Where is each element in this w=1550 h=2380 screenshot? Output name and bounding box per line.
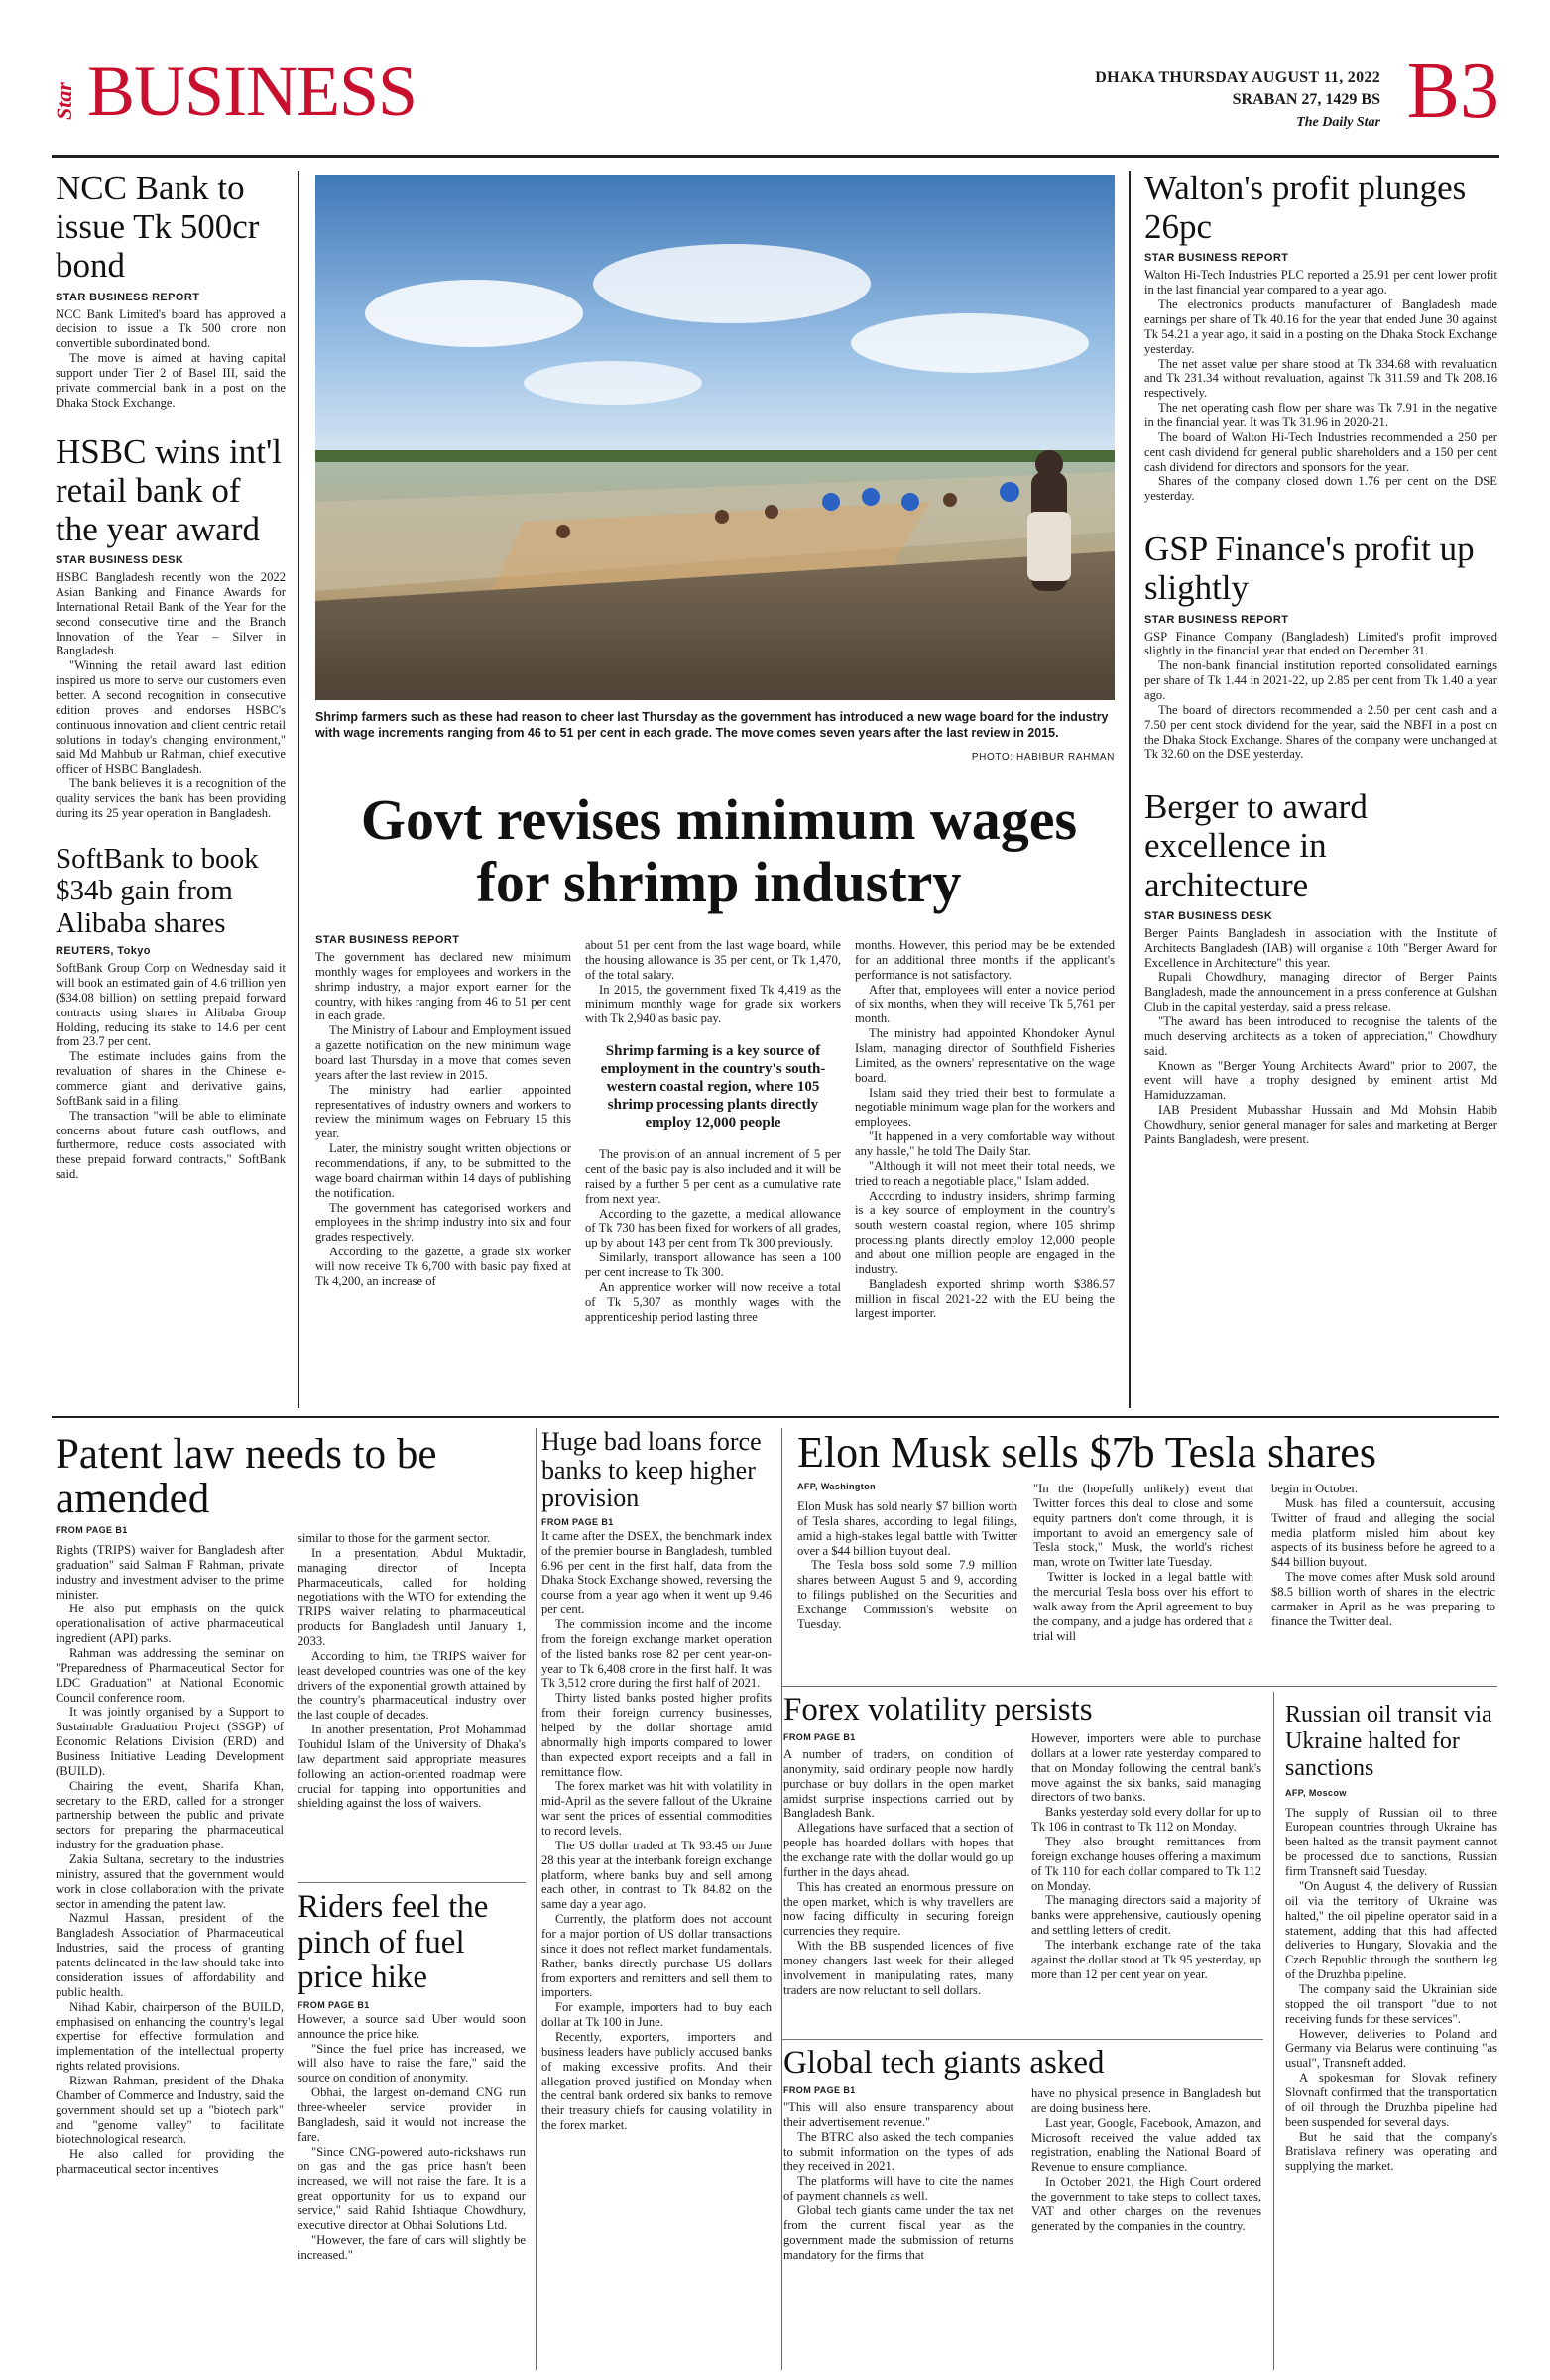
- paragraph: The BTRC also asked the tech companies to submit information on the types of ads they received in 2021.: [783, 2129, 1013, 2174]
- paragraph: In a presentation, Abdul Muktadir, managing director of Incepta Pharmaceuticals, called for holding negotiations with the WTO for extending the TRIPS waiver relating to pharmaceutical products for Bangladesh until January 1, 2033.: [298, 1545, 526, 1649]
- paragraph: months. However, this period may be be extended for an additional three months if the applicant's performance is not satisfactory.: [855, 938, 1115, 982]
- paragraph: In 2015, the government fixed Tk 4,419 as the minimum monthly wage for grade six workers with Tk 2,940 as basic pay.: [585, 982, 841, 1026]
- paragraph: A number of traders, on condition of anonymity, said ordinary people now hardly purchase or buy dollars in the open market amidst surprise inspections carried out by Bangladesh Bank.: [783, 1747, 1013, 1821]
- riders-body: [298, 2012, 526, 2263]
- paragraph: In another presentation, Prof Mohammad Touhidul Islam of the University of Dhaka's law department said appropriate measures following an action-oriented roadmap were crucial for tapping into opportunities and shielding against the loss of waivers.: [298, 1723, 526, 1811]
- paragraph: about 51 per cent from the last wage board, while the housing allowance is 35 per cent, or Tk 1,470, of the total salary.: [585, 938, 841, 982]
- paragraph: The interbank exchange rate of the taka against the dollar stood at Tk 95 yesterday, up more than 12 per cent year on year.: [1031, 1938, 1261, 1981]
- badloans-byline: FROM PAGE B1: [541, 1516, 614, 1527]
- paragraph: They also brought remittances from foreign exchange houses offering a maximum of Tk 110 for each dollar compared to Tk 112 on Monday.: [1031, 1835, 1261, 1893]
- paragraph: "However, the fare of cars will slightly be increased.": [298, 2232, 526, 2262]
- berger-headline: Berger to award excellence in architecture: [1144, 787, 1368, 904]
- softbank-byline: REUTERS, Tokyo: [56, 945, 151, 958]
- paragraph: IAB President Mubasshar Hussain and Md Mohsin Habib Chowdhury, senior general manager for sales and marketing at Berger Paints Bangladesh, were present.: [1144, 1103, 1497, 1146]
- paragraph: It came after the DSEX, the benchmark index of the premier bourse in Bangladesh, tumbled 6.96 per cent in the first half, data from the Dhaka Stock Exchange showed, reversing the course from a year ago when it went up 9.46 per cent.: [541, 1528, 772, 1617]
- hsbc-headline: HSBC wins int'l retail bank of the year award: [56, 431, 283, 548]
- tech-col-1: [783, 2100, 1013, 2262]
- shrimp-col-3: [855, 938, 1115, 1321]
- musk-byline: AFP, Washington: [797, 1482, 876, 1492]
- paragraph: Global tech giants came under the tax net from the current fiscal year as the government made the submission of returns mandatory for the firms that: [783, 2203, 1013, 2262]
- forex-byline: FROM PAGE B1: [783, 1731, 856, 1742]
- paragraph: "It happened in a very comfortable way without any hassle," he told The Daily Star.: [855, 1130, 1115, 1159]
- paragraph: According to industry insiders, shrimp farming is a key source of employment in the country's south western coastal region, where 105 shrimp processing plants directly employ 12,000 people and about one million people are engaged in the industry.: [855, 1188, 1115, 1276]
- paragraph: The commission income and the income from the foreign exchange market operation of the listed banks rose 82 per cent year-on-year to Tk 6,408 crore in the first half. It was Tk 3,512 crore during the first half of 2021.: [541, 1616, 772, 1691]
- paragraph: Rights (TRIPS) waiver for Bangladesh after graduation" said Salman F Rahman, private industry and investment adviser to the prime minister.: [56, 1543, 284, 1602]
- paragraph: For example, importers had to buy each dollar at Tk 100 in June.: [541, 2000, 772, 2030]
- paragraph: The move is aimed at having capital support under Tier 2 of Basel III, said the private commercial bank in a post on the Dhaka Stock Exchange.: [56, 351, 286, 410]
- shrimp-headline: Govt revises minimum wages for shrimp industry: [360, 787, 1078, 914]
- paragraph: The company said the Ukrainian side stopped the oil transport "due to not receiving funds for these services".: [1285, 1981, 1497, 2026]
- paragraph: Elon Musk has sold nearly $7 billion worth of Tesla shares, according to legal filings, amid a high-stakes legal battle with Twitter over a $44 billion buyout deal.: [797, 1499, 1017, 1558]
- bangla-date: SRABAN 27, 1429 BS: [1232, 91, 1380, 108]
- paragraph: He also put emphasis on the quick operationalisation of active pharmaceutical ingredient (API) parks.: [56, 1602, 284, 1646]
- paragraph: Bangladesh exported shrimp worth $386.57 million in fiscal 2021-22 with the EU being the largest importer.: [855, 1276, 1115, 1321]
- paragraph: Later, the ministry sought written objections or recommendations, if any, to be submitted to the wage board chairman within 14 days of publishing the notification.: [315, 1141, 571, 1200]
- patent-byline: FROM PAGE B1: [56, 1525, 128, 1536]
- star-logo: Star: [52, 82, 76, 120]
- riders-article: [298, 1890, 526, 2262]
- paragraph: Nihad Kabir, chairperson of the BUILD, emphasised on enhancing the country's legal expertise for effective formulation and implementation of the intellectual property rights related provisions.: [56, 1999, 284, 2074]
- paragraph: The provision of an annual increment of 5 per cent of the basic pay is also included and it will be raised by a further 5 per cent as a cumulative rate from next year.: [585, 1147, 841, 1206]
- forex-headline: Forex volatility persists: [783, 1692, 1093, 1727]
- paragraph: Musk has filed a countersuit, accusing Twitter of fraud and alleging the social media platform misled him about key aspects of its business before he agreed to a $44 billion buyout.: [1271, 1495, 1495, 1570]
- paragraph: The net asset value per share stood at Tk 334.68 with revaluation and Tk 231.34 without revaluation, against Tk 311.59 and Tk 208.16 respectively.: [1144, 356, 1497, 401]
- paragraph: The supply of Russian oil to three European countries through Ukraine has been halted as the transit payment cannot be processed due to sanctions, Russian firm Transneft said Tuesday.: [1285, 1805, 1497, 1879]
- forex-col-1: [783, 1747, 1013, 1998]
- badloans-article: [541, 1428, 772, 2133]
- paragraph: The transaction "will be able to eliminate concerns about future cash outflows, and furthermore, reduce costs associated with these prepaid forward contracts," SoftBank said.: [56, 1108, 286, 1182]
- paragraph: NCC Bank Limited's board has approved a decision to issue a Tk 500 crore non convertible subordinated bond.: [56, 306, 286, 351]
- paragraph: Shares of the company closed down 1.76 per cent on the DSE yesterday.: [1144, 474, 1497, 504]
- paragraph: The electronics products manufacturer of Bangladesh made earnings per share of Tk 40.16 for the year that ended June 30 against Tk 54.21 a year ago, it said in a posting on the Dhaka Stock Exchange yesterday.: [1144, 298, 1497, 356]
- paragraph: The forex market was hit with volatility in mid-April as the severe fallout of the Ukraine war sent the prices of essential commodities to record levels.: [541, 1779, 772, 1838]
- paragraph: Berger Paints Bangladesh in association with the Institute of Architects Bangladesh (IAB) will organise a 10th "Berger Award for Excellence in Architecture" this year.: [1144, 925, 1497, 970]
- paragraph: The non-bank financial institution reported consolidated earnings per share of Tk 1.44 in 2021-22, up 2.85 per cent from Tk 1.40 a year ago.: [1144, 658, 1497, 702]
- page-number: B3: [1406, 48, 1499, 135]
- paragraph: begin in October.: [1271, 1482, 1359, 1495]
- paragraph: "This will also ensure transparency about their advertisement revenue.": [783, 2100, 1013, 2129]
- paragraph: "On August 4, the delivery of Russian oil via the territory of Ukraine was halted," the oil pipeline operator said in a statement, adding that this had affected deliveries to Hungary, Slovakia and the Czech Republic through the southern leg of the Druzhba pipeline.: [1285, 1878, 1497, 1982]
- paragraph: "The award has been introduced to recognise the talents of the much deserving architects as a token of appreciation," Chowdhury said.: [1144, 1013, 1497, 1058]
- paragraph: In October 2021, the High Court ordered the government to take steps to collect taxes, VAT and other charges on the revenues generated by the companies in the country.: [1031, 2175, 1261, 2233]
- paragraph: Twitter is locked in a legal battle with the mercurial Tesla boss over his effort to walk away from the April agreement to buy the company, and a judge has ordered that a trial will: [1033, 1570, 1253, 1643]
- paragraph: HSBC Bangladesh recently won the 2022 Asian Banking and Finance Awards for International Retail Bank of the Year for the second consecutive time and the Branch Innovation of the Year – Silver in Bangladesh.: [56, 570, 286, 658]
- ncc-byline: STAR BUSINESS REPORT: [56, 291, 200, 303]
- paragraph: Recently, exporters, importers and business leaders have publicly accused banks of making excessive profits. And their allegation proved justified on Monday when the central bank ordered six banks to remove their treasury chiefs for causing volatility in the forex market.: [541, 2030, 772, 2133]
- paragraph: Islam said they tried their best to formulate a negotiable minimum wage plan for the workers and employees.: [855, 1085, 1115, 1130]
- badloans-right-divider: [781, 1428, 782, 2370]
- softbank-article: [56, 843, 286, 1182]
- paragraph: The bank believes it is a recognition of the quality services the bank has been providing during its 25 year operation in Bangladesh.: [56, 776, 286, 820]
- paragraph: The board of Walton Hi-Tech Industries recommended a 250 per cent cash dividend for general public shareholders and a 150 per cent cash dividend for directors and sponsors for the year.: [1144, 429, 1497, 474]
- paragraph: The board of directors recommended a 2.50 per cent cash and a 7.50 per cent stock dividend for the year, said the NBFI in a post on the Dhaka Stock Exchange. Shares of the company were unchanged at Tk 32.60 on the DSE yesterday.: [1144, 702, 1497, 762]
- musk-col-3: [1271, 1482, 1495, 1629]
- paragraph: The platforms will have to cite the names of payment channels as well.: [783, 2174, 1013, 2203]
- patent-article: [56, 1432, 522, 1537]
- berger-body: [1144, 926, 1497, 1147]
- paragraph: Zakia Sultana, secretary to the industries ministry, assured that the government would work in close collaboration with the private sector in amending the patent law.: [56, 1852, 284, 1911]
- paragraph: Known as "Berger Young Architects Award" prior to 2007, the event will have a trophy designed by eminent artist Md Hamiduzzaman.: [1144, 1058, 1497, 1103]
- hsbc-body: [56, 570, 286, 821]
- paragraph: The ministry had appointed Khondoker Aynul Islam, managing director of Southfield Fisheries Limited, as the owners' representative on the wage board.: [855, 1026, 1115, 1085]
- gsp-article: [1144, 530, 1497, 762]
- badloans-headline: Huge bad loans force banks to keep higher provision: [541, 1427, 762, 1513]
- softbank-headline: SoftBank to book $34b gain from Alibaba shares: [56, 842, 259, 939]
- photo-caption: Shrimp farmers such as these had reason to cheer last Thursday as the government has introduced a new wage board for the industry with wage increments ranging from 46 to 51 per cent in each grade. The move comes seven years after the last review in 2015.: [315, 710, 1109, 740]
- softbank-body: [56, 961, 286, 1182]
- paragraph: similar to those for the garment sector.: [298, 1531, 491, 1545]
- paragraph: According to the gazette, a grade six worker will now receive Tk 6,700 with basic pay fixed at Tk 4,200, an increase of: [315, 1245, 571, 1288]
- paragraph: GSP Finance Company (Bangladesh) Limited's profit improved slightly in the financial year that ended on December 31.: [1144, 629, 1497, 658]
- pull-quote: Shrimp farming is a key source of employment in the country's south-western coastal region, where 105 shrimp processing plants directly employ 12,000 people: [600, 1043, 826, 1131]
- left-column: [56, 169, 286, 1182]
- paragraph: Allegations have surfaced that a section of people has hoarded dollars with hopes that the exchange rate with the dollar would go up further in the days ahead.: [783, 1821, 1013, 1879]
- badloans-body: [541, 1529, 772, 2133]
- paragraph: Banks yesterday sold every dollar for up to Tk 106 in contrast to Tk 112 on Monday.: [1031, 1805, 1261, 1835]
- musk-headline: Elon Musk sells $7b Tesla shares: [797, 1428, 1376, 1477]
- patent-headline: Patent law needs to be amended: [56, 1431, 437, 1523]
- shrimp-col-1: [315, 950, 571, 1289]
- tech-byline: FROM PAGE B1: [783, 2084, 856, 2095]
- paragraph: Chairing the event, Sharifa Khan, secretary to the ERD, called for a stronger partnership between the public and private sectors for preparing the pharmaceutical industry for the graduation phase.: [56, 1778, 284, 1852]
- russia-left-divider: [1273, 1692, 1274, 2370]
- russia-article: [1285, 1702, 1497, 2174]
- masthead: [52, 48, 1499, 149]
- paragraph: Currently, the platform does not account for a major portion of US dollar transactions since it does not reflect market fundamentals. Rather, banks directly purchase US dollars from exporters and remitters and sell them to importers.: [541, 1912, 772, 2000]
- paragraph: Nazmul Hassan, president of the Bangladesh Association of Pharmaceutical Industries, said the process of granting patents delineated in the law should take into consideration issues of affordability and public health.: [56, 1911, 284, 1999]
- dateline: DHAKA THURSDAY AUGUST 11, 2022: [1095, 69, 1380, 86]
- paragraph: SoftBank Group Corp on Wednesday said it will book an estimated gain of 4.6 trillion yen ($34.08 billion) on settling prepaid forward contracts using shares in Alibaba Group Holding, reducing its stake to 14.6 per cent from 23.7 per cent.: [56, 961, 286, 1049]
- paragraph: The estimate includes gains from the revaluation of shares in the Chinese e-commerce giant and derivative gains, SoftBank said in a filing.: [56, 1049, 286, 1108]
- ncc-body: [56, 307, 286, 411]
- paragraph: It was jointly organised by a Support to Sustainable Graduation Project (SSGP) of Economic Relations Division (ERD) and Business Initiative Leading Development (BUILD).: [56, 1705, 284, 1778]
- riders-top-rule: [298, 1882, 526, 1883]
- paragraph: Rupali Chowdhury, managing director of Berger Paints Bangladesh, made the announcement in a press conference at Gulshan Club in the capital yesterday, said a press release.: [1144, 970, 1497, 1014]
- paragraph: However, importers were able to purchase dollars at a lower rate yesterday compared to that on Monday following the central bank's move against the six banks, said managing directors of two banks.: [1031, 1731, 1261, 1805]
- gsp-byline: STAR BUSINESS REPORT: [1144, 613, 1289, 626]
- riders-byline: FROM PAGE B1: [298, 1999, 370, 2010]
- paragraph: The Ministry of Labour and Employment issued a gazette notification on the new minimum wage board last Thursday in a move that comes seven years after the last review in 2015.: [315, 1023, 571, 1082]
- musk-col-1: [797, 1499, 1017, 1632]
- left-divider: [298, 171, 299, 1408]
- berger-byline: STAR BUSINESS DESK: [1144, 909, 1273, 922]
- paragraph: "Winning the retail award last edition inspired us more to serve our customers even better. A second recognition in consecutive edition proves and endorses HSBC's continuous innovation and client centric retail solutions in today's changing environment," said Md Mahbub ur Rahman, chief executive officer of HSBC Bangladesh.: [56, 658, 286, 776]
- paragraph: With the BB suspended licences of five money changers last week for their alleged involvement in manipulating rates, many traders are now reluctant to sell dollars.: [783, 1939, 1013, 1997]
- lower-section-rule: [52, 1416, 1499, 1418]
- shrimp-byline: STAR BUSINESS REPORT: [315, 934, 460, 946]
- right-column: [1144, 169, 1497, 1147]
- paragraph: The move comes after Musk sold around $8.5 billion worth of shares in the electric carmaker in April as he was preparing to finance the Twitter deal.: [1271, 1570, 1495, 1628]
- paragraph: According to the gazette, a medical allowance of Tk 730 has been fixed for workers of all grades, up by about 143 per cent from Tk 300 previously.: [585, 1206, 841, 1250]
- paragraph: Rizwan Rahman, president of the Dhaka Chamber of Commerce and Industry, said the government should set up a "biotech park" and "genome valley" to facilitate biotechnological research.: [56, 2073, 284, 2147]
- paragraph: The managing directors said a majority of banks were apprehensive, cautiously opening and settling letters of credit.: [1031, 1893, 1261, 1938]
- masthead-rule: [52, 155, 1499, 158]
- paragraph: The Tesla boss sold some 7.9 million shares between August 5 and 9, according to filings published on the Securities and Exchange Commission's website on Tuesday.: [797, 1558, 1017, 1631]
- russia-body: [1285, 1806, 1497, 2174]
- paragraph: Obhai, the largest on-demand CNG run three-wheeler service provider in Bangladesh, said it would not increase the fare.: [298, 2085, 526, 2144]
- photo-credit: PHOTO: HABIBUR RAHMAN: [971, 752, 1115, 763]
- shrimp-photo: [315, 175, 1115, 700]
- paragraph: "Although it will not meet their total needs, we tried to reach a negotiable place," Islam added.: [855, 1158, 1115, 1188]
- paragraph: But he said that the company's Bratislava refinery was operating and supplying the market.: [1285, 2129, 1497, 2174]
- paragraph: Walton Hi-Tech Industries PLC reported a 25.91 per cent lower profit in the last financial year compared to a year ago.: [1144, 268, 1497, 298]
- paragraph: He also called for providing the pharmaceutical sector incentives: [56, 2147, 284, 2177]
- paragraph: The net operating cash flow per share was Tk 7.91 in the negative in the financial year. It was Tk 31.96 in 2020-21.: [1144, 401, 1497, 429]
- shrimp-farm-image: [315, 175, 1115, 700]
- musk-col-2: [1033, 1482, 1253, 1643]
- hsbc-article: [56, 432, 286, 821]
- paragraph: "In the (hopefully unlikely) event that Twitter forces this deal to close and some equity partners don't come through, it is important to avoid an emergency sale of Tesla stock," Musk, the world's richest man, wrote on Twitter late Tuesday.: [1033, 1482, 1253, 1570]
- forex-col-2: [1031, 1731, 1261, 1982]
- forex-bottom-rule: [781, 2039, 1263, 2040]
- paragraph: The government has declared new minimum monthly wages for employees and workers in the shrimp industry, a major export earner for the country, with hikes ranging from 46 to 51 per cent in each grade.: [315, 950, 571, 1023]
- russia-headline: Russian oil transit via Ukraine halted for sanctions: [1285, 1702, 1492, 1781]
- right-divider: [1129, 171, 1131, 1408]
- tech-col-2: [1031, 2086, 1261, 2234]
- gsp-headline: GSP Finance's profit up slightly: [1144, 530, 1475, 608]
- paragraph: Similarly, transport allowance has seen a 100 per cent increase to Tk 300.: [585, 1250, 841, 1280]
- paragraph: An apprentice worker will now receive a total of Tk 5,307 as monthly wages with the apprenticeship period lasting three: [585, 1279, 841, 1324]
- walton-article: [1144, 169, 1497, 504]
- patent-col-2: [298, 1531, 526, 1811]
- tech-headline: Global tech giants asked: [783, 2045, 1105, 2081]
- paragraph: Last year, Google, Facebook, Amazon, and Microsoft received the value added tax registration, enabling the National Board of Revenue to ensure compliance.: [1031, 2115, 1261, 2175]
- berger-article: [1144, 787, 1497, 1146]
- walton-byline: STAR BUSINESS REPORT: [1144, 252, 1289, 265]
- paragraph: According to him, the TRIPS waiver for least developed countries was one of the key drivers of the exponential growth attained by the country's pharmaceutical industry over the last couple of decades.: [298, 1648, 526, 1723]
- paragraph: After that, employees will enter a novice period of six months, when they will receive Tk 5,761 per month.: [855, 982, 1115, 1026]
- patent-col-1: [56, 1543, 284, 2177]
- paragraph: The US dollar traded at Tk 93.45 on June 28 this year at the interbank foreign exchange platform, where banks buy and sell among each other, in contrast to Tk 84.82 on the same day a year ago.: [541, 1838, 772, 1912]
- paragraph: This has created an enormous pressure on the open market, which is why travellers are now facing difficulty in securing foreign currencies they require.: [783, 1879, 1013, 1939]
- paragraph: "Since CNG-powered auto-rickshaws run on gas and the gas price hasn't been increased, we will not raise the fare. It is a great opportunity for us to expand our service," said Rahid Ishtiaque Chowdhury, executive director at Obhai Solutions Ltd.: [298, 2144, 526, 2232]
- paragraph: However, deliveries to Poland and Germany via Belarus were continuing "as usual", Transneft added.: [1285, 2026, 1497, 2071]
- riders-headline: Riders feel the pinch of fuel price hike: [298, 1889, 489, 1996]
- paragraph: have no physical presence in Bangladesh but are doing business here.: [1031, 2086, 1261, 2115]
- paragraph: "Since the fuel price has increased, we will also have to raise the fare," said the source on condition of anonymity.: [298, 2041, 526, 2085]
- ncc-headline: NCC Bank to issue Tk 500cr bond: [56, 169, 260, 286]
- hsbc-byline: STAR BUSINESS DESK: [56, 554, 184, 567]
- russia-byline: AFP, Moscow: [1285, 1787, 1347, 1798]
- paragraph: Thirty listed banks posted higher profits from their foreign currency businesses, helped by the dollar shortage amid abnormally high imports compared to lower than expected export receipts and a fall in remittance flow.: [541, 1691, 772, 1779]
- section-title: BUSINESS: [87, 52, 417, 131]
- musk-bottom-rule: [781, 1686, 1497, 1687]
- paragraph: However, a source said Uber would soon announce the price hike.: [298, 2011, 526, 2041]
- paper-name: The Daily Star: [1296, 115, 1380, 130]
- paragraph: Rahman was addressing the seminar on "Preparedness of Pharmaceutical Sector for LDC Graduation" at National Economic Council conference room.: [56, 1646, 284, 1705]
- walton-body: [1144, 268, 1497, 504]
- paragraph: The government has categorised workers and employees in the shrimp industry into six and four grades respectively.: [315, 1200, 571, 1245]
- paragraph: The ministry had earlier appointed representatives of industry owners and workers to review the minimum wages on February 15 this year.: [315, 1082, 571, 1141]
- ncc-article: [56, 169, 286, 411]
- badloans-left-divider: [536, 1428, 537, 2370]
- shrimp-col-2: [585, 938, 841, 1324]
- paragraph: A spokesman for Slovak refinery Slovnaft confirmed that the transportation of oil through the Druzhba pipeline had been suspended for several days.: [1285, 2071, 1497, 2129]
- walton-headline: Walton's profit plunges 26pc: [1144, 169, 1467, 247]
- gsp-body: [1144, 630, 1497, 763]
